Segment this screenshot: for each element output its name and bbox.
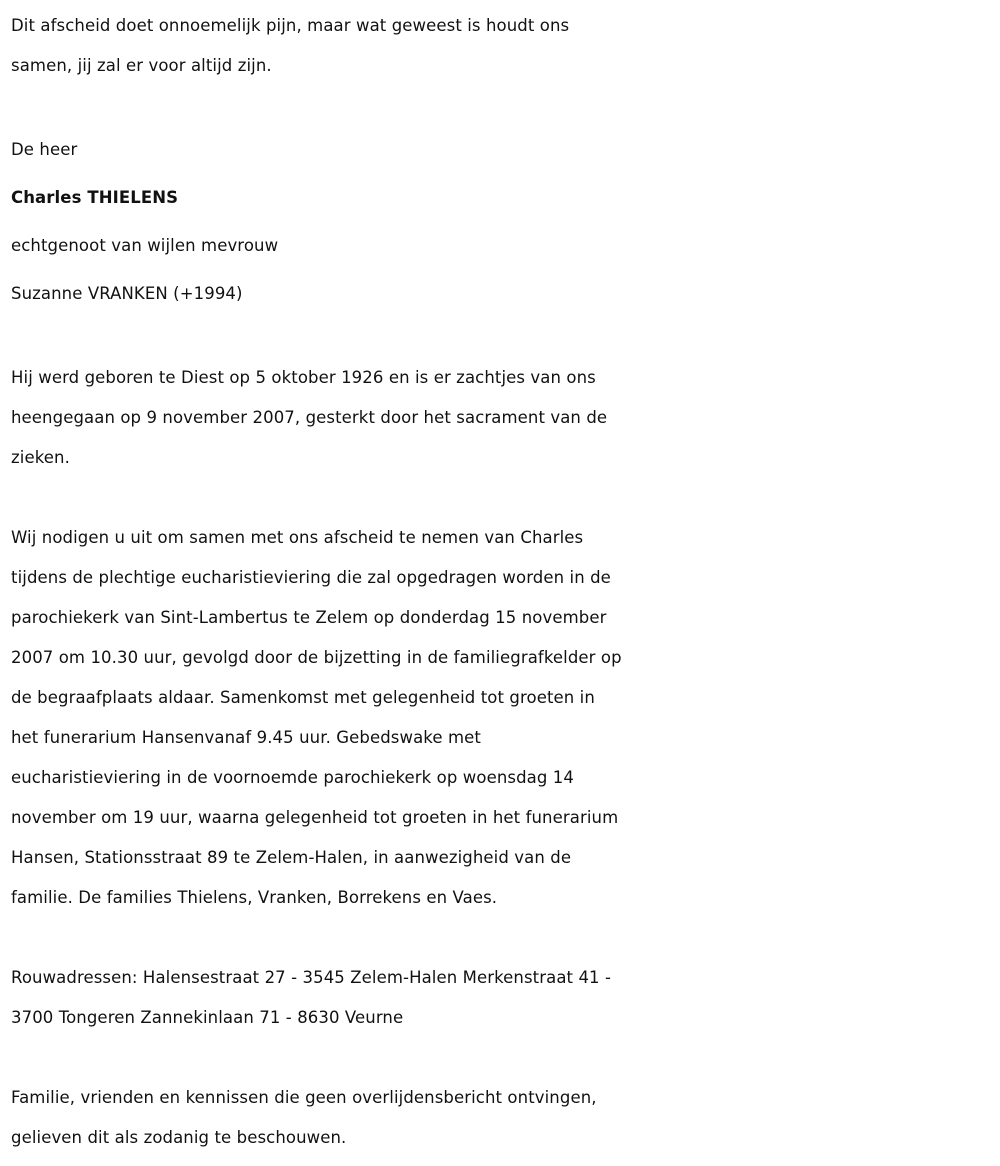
intro-line: samen, jij zal er voor altijd zijn. — [11, 56, 272, 75]
spacer — [11, 1038, 990, 1078]
spouse-name: Suzanne VRANKEN (+1994) — [11, 284, 243, 303]
text-line: Hij werd geboren te Diest op 5 oktober 1926 en is er zachtjes van ons — [11, 368, 596, 387]
salutation: De heer — [11, 140, 78, 159]
deceased-header — [11, 126, 990, 318]
text-line: familie. De families Thielens, Vranken, Borrekens en Vaes. — [11, 888, 498, 907]
text-line: eucharistieviering in de voornoemde parochiekerk op woensdag 14 — [11, 768, 574, 787]
invitation-paragraph — [11, 518, 990, 918]
text-line: zieken. — [11, 448, 70, 467]
intro-line: Dit afscheid doet onnoemelijk pijn, maar wat geweest is houdt ons — [11, 16, 570, 35]
text-line: 3700 Tongeren Zannekinlaan 71 - 8630 Veurne — [11, 1008, 404, 1027]
text-line: november om 19 uur, waarna gelegenheid tot groeten in het funerarium — [11, 808, 619, 827]
text-line: tijdens de plechtige eucharistieviering die zal opgedragen worden in de — [11, 568, 611, 587]
addresses-paragraph — [11, 958, 990, 1038]
text-line: de begraafplaats aldaar. Samenkomst met gelegenheid tot groeten in — [11, 688, 595, 707]
closing-paragraph — [11, 1078, 990, 1158]
spacer — [11, 478, 990, 518]
deceased-name: Charles THIELENS — [11, 188, 179, 207]
text-line: Familie, vrienden en kennissen die geen overlijdensbericht ontvingen, — [11, 1088, 597, 1107]
intro-paragraph — [11, 6, 990, 86]
spacer — [11, 86, 990, 126]
text-line: heengegaan op 9 november 2007, gesterkt door het sacrament van de — [11, 408, 608, 427]
spacer — [11, 318, 990, 358]
text-line: Hansen, Stationsstraat 89 te Zelem-Halen, in aanwezigheid van de — [11, 848, 572, 867]
birth-death-paragraph — [11, 358, 990, 478]
relation-text: echtgenoot van wijlen mevrouw — [11, 236, 279, 255]
text-line: Wij nodigen u uit om samen met ons afscheid te nemen van Charles — [11, 528, 584, 547]
text-line: 2007 om 10.30 uur, gevolgd door de bijzetting in de familiegrafkelder op — [11, 648, 622, 667]
text-line: parochiekerk van Sint-Lambertus te Zelem op donderdag 15 november — [11, 608, 607, 627]
text-line: Rouwadressen: Halensestraat 27 - 3545 Zelem-Halen Merkenstraat 41 - — [11, 968, 612, 987]
spacer — [11, 918, 990, 958]
text-line: gelieven dit als zodanig te beschouwen. — [11, 1128, 347, 1147]
text-line: het funerarium Hansenvanaf 9.45 uur. Gebedswake met — [11, 728, 481, 747]
